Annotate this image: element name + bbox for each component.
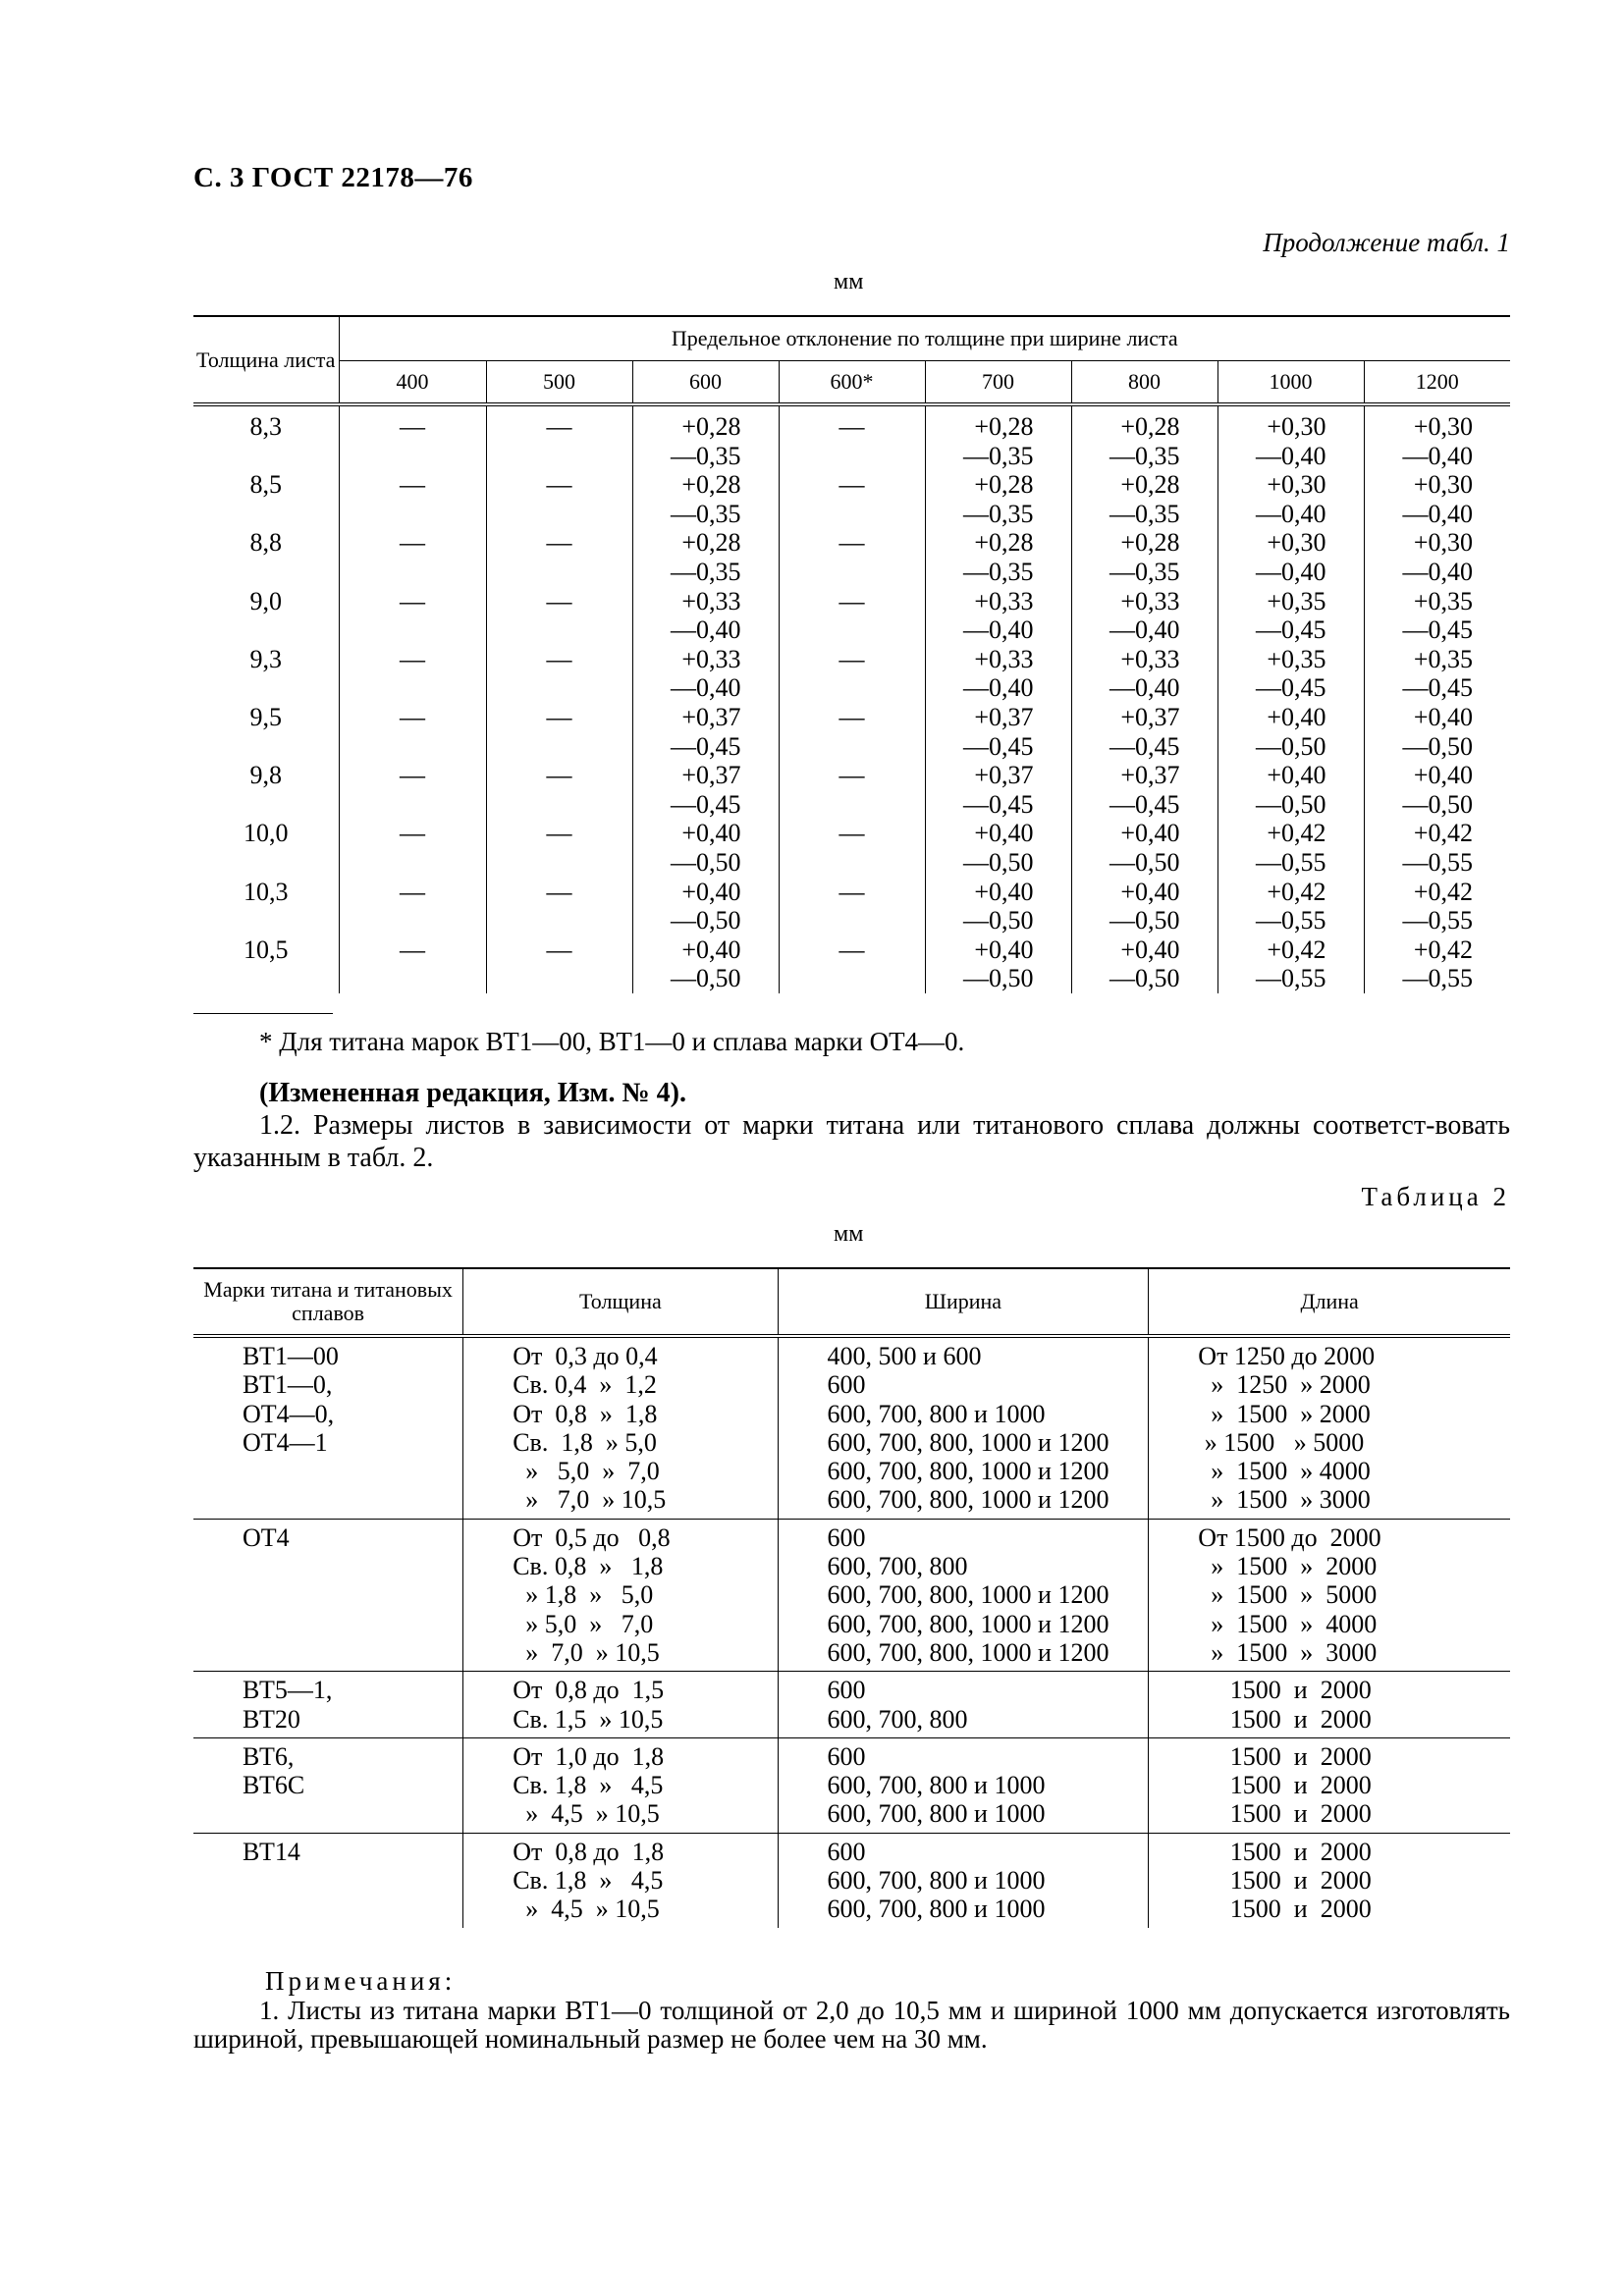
width-cell: 400, 500 и 600 600 600, 700, 800 и 1000 600, 700, 800, 1000 и 1200 600, 700, 800, 1000 и 1200 600, 700, 800, 1000 и 1200 — [778, 1336, 1149, 1519]
header-thickness2: Толщина — [463, 1268, 778, 1336]
continuation-label: Продолжение табл. 1 — [1263, 228, 1510, 257]
deviation-cell: +0,33 —0,40 — [925, 645, 1071, 703]
deviation-cell: — — [486, 645, 632, 703]
deviation-cell: +0,28 —0,35 — [632, 528, 779, 586]
length-cell: 1500 и 2000 1500 и 2000 1500 и 2000 — [1149, 1833, 1510, 1927]
length-cell: 1500 и 2000 1500 и 2000 — [1149, 1672, 1510, 1738]
table-row — [193, 587, 1510, 645]
table-row — [193, 470, 1510, 528]
deviation-cell: +0,30 —0,40 — [1364, 528, 1510, 586]
deviation-cell: +0,42 —0,55 — [1217, 819, 1364, 877]
table-row — [193, 761, 1510, 819]
table-row — [193, 703, 1510, 761]
deviation-cell: +0,40 —0,50 — [1217, 761, 1364, 819]
grade-cell: ВТ1—00 ВТ1—0, ОТ4—0, ОТ4—1 — [243, 1342, 339, 1457]
deviation-cell: — — [779, 703, 925, 761]
table-row — [193, 1672, 1510, 1738]
thickness-cell: 9,5 — [249, 702, 282, 731]
deviation-cell: +0,33 —0,40 — [632, 645, 779, 703]
length-cell: 1500 и 2000 1500 и 2000 1500 и 2000 — [1149, 1737, 1510, 1833]
deviation-cell: — — [779, 470, 925, 528]
table1 — [193, 315, 1510, 993]
header-width-0: 400 — [339, 361, 486, 405]
table-row — [193, 935, 1510, 993]
header-width-7: 1200 — [1364, 361, 1510, 405]
deviation-cell: +0,28 —0,35 — [632, 404, 779, 470]
header-width-6: 1000 — [1217, 361, 1364, 405]
deviation-cell: — — [779, 404, 925, 470]
deviation-cell: — — [486, 935, 632, 993]
deviation-cell: +0,40 —0,50 — [1071, 935, 1217, 993]
header-width-5: 800 — [1071, 361, 1217, 405]
deviation-cell: — — [486, 761, 632, 819]
deviation-cell: +0,37 —0,45 — [1071, 703, 1217, 761]
width-cell: 600 600, 700, 800 — [778, 1672, 1149, 1738]
grade-cell: ВТ5—1, ВТ20 — [193, 1672, 463, 1738]
header-deviation-group: Предельное отклонение по толщине при ширине листа — [339, 316, 1510, 361]
deviation-cell: +0,40 —0,50 — [632, 935, 779, 993]
header-thickness: Толщина листа — [193, 316, 339, 404]
deviation-cell: +0,42 —0,55 — [1217, 878, 1364, 935]
deviation-cell: +0,37 —0,45 — [925, 703, 1071, 761]
note-1: 1. Листы из титана марки ВТ1—0 толщиной от 2,0 до 10,5 мм и шириной 1000 мм допускается изготовлять шириной, превышающей номинальный размер не более чем на 30 мм. — [193, 1996, 1510, 2054]
thickness-cell: От 0,8 до 1,5 Св. 1,5 » 10,5 — [463, 1672, 778, 1738]
deviation-cell: — — [339, 935, 486, 993]
length-cell: От 1250 до 2000 » 1250 » 2000 » 1500 » 2000 » 1500 » 5000 » 1500 » 4000 » 1500 » 3000 — [1149, 1336, 1510, 1519]
grade-cell: ОТ4 — [193, 1519, 463, 1671]
deviation-cell: +0,35 —0,45 — [1217, 645, 1364, 703]
deviation-cell: +0,33 —0,40 — [1071, 587, 1217, 645]
deviation-cell: +0,40 —0,50 — [925, 878, 1071, 935]
deviation-cell: — — [339, 404, 486, 470]
thickness-cell: 9,3 — [249, 644, 282, 673]
deviation-cell: +0,40 —0,50 — [1364, 703, 1510, 761]
thickness-cell: От 1,0 до 1,8 Св. 1,8 » 4,5 » 4,5 » 10,5 — [463, 1737, 778, 1833]
deviation-cell: +0,28 —0,35 — [1071, 528, 1217, 586]
thickness-cell: 9,0 — [249, 586, 282, 615]
thickness-cell: 9,8 — [249, 761, 282, 790]
deviation-cell: +0,35 —0,45 — [1364, 587, 1510, 645]
deviation-cell: +0,33 —0,40 — [632, 587, 779, 645]
deviation-cell: — — [339, 645, 486, 703]
deviation-cell: +0,40 —0,50 — [1217, 703, 1364, 761]
thickness-cell: 8,5 — [249, 470, 282, 500]
deviation-cell: — — [339, 878, 486, 935]
table-row — [193, 819, 1510, 877]
deviation-cell: +0,37 —0,45 — [632, 761, 779, 819]
deviation-cell: +0,42 —0,55 — [1364, 878, 1510, 935]
table-row — [193, 1336, 1510, 1519]
deviation-cell: +0,37 —0,45 — [632, 703, 779, 761]
footnote-rule — [193, 1013, 333, 1014]
deviation-cell: +0,40 —0,50 — [925, 935, 1071, 993]
thickness-cell: 10,0 — [243, 819, 289, 848]
deviation-cell: +0,30 —0,40 — [1364, 404, 1510, 470]
table-row — [193, 645, 1510, 703]
thickness-cell: 8,8 — [249, 528, 282, 558]
table2-unit: мм — [834, 1221, 864, 1247]
footnote: * Для титана марок ВТ1—00, ВТ1—0 и сплава марки ОТ4—0. — [259, 1027, 965, 1056]
grade-cell: ВТ14 — [193, 1833, 463, 1927]
deviation-cell: — — [339, 761, 486, 819]
deviation-cell: — — [486, 703, 632, 761]
deviation-cell: — — [339, 587, 486, 645]
deviation-cell: +0,42 —0,55 — [1364, 935, 1510, 993]
header-width-3: 600* — [779, 361, 925, 405]
deviation-cell: +0,33 —0,40 — [925, 587, 1071, 645]
deviation-cell: +0,30 —0,40 — [1364, 470, 1510, 528]
deviation-cell: — — [486, 819, 632, 877]
thickness-cell: От 0,5 до 0,8 Св. 0,8 » 1,8 » 1,8 » 5,0 » 5,0 » 7,0 » 7,0 » 10,5 — [463, 1519, 778, 1671]
deviation-cell: +0,40 —0,50 — [1071, 819, 1217, 877]
width-cell: 600 600, 700, 800 и 1000 600, 700, 800 и 1000 — [778, 1737, 1149, 1833]
deviation-cell: — — [779, 819, 925, 877]
length-cell: От 1500 до 2000 » 1500 » 2000 » 1500 » 5000 » 1500 » 4000 » 1500 » 3000 — [1149, 1519, 1510, 1671]
deviation-cell: +0,37 —0,45 — [925, 761, 1071, 819]
deviation-cell: — — [486, 587, 632, 645]
table-row — [193, 878, 1510, 935]
table-row — [193, 1519, 1510, 1671]
paragraph-1-2: 1.2. Размеры листов в зависимости от марки титана или титанового сплава должны соответст-вовать указанным в табл. 2. — [193, 1110, 1510, 1173]
deviation-cell: — — [779, 761, 925, 819]
deviation-cell: — — [339, 470, 486, 528]
deviation-cell: +0,30 —0,40 — [1217, 470, 1364, 528]
deviation-cell: +0,40 —0,50 — [632, 819, 779, 877]
deviation-cell: +0,40 —0,50 — [925, 819, 1071, 877]
deviation-cell: +0,28 —0,35 — [925, 470, 1071, 528]
deviation-cell: — — [779, 587, 925, 645]
deviation-cell: — — [779, 878, 925, 935]
deviation-cell: +0,37 —0,45 — [1071, 761, 1217, 819]
table2 — [193, 1267, 1510, 1928]
deviation-cell: +0,40 —0,50 — [1071, 878, 1217, 935]
table-row — [193, 1737, 1510, 1833]
table-row — [193, 1833, 1510, 1927]
deviation-cell: +0,28 —0,35 — [1071, 470, 1217, 528]
deviation-cell: +0,28 —0,35 — [632, 470, 779, 528]
deviation-cell: +0,28 —0,35 — [1071, 404, 1217, 470]
width-cell: 600 600, 700, 800 и 1000 600, 700, 800 и 1000 — [778, 1833, 1149, 1927]
page-header: С. 3 ГОСТ 22178—76 — [193, 162, 473, 193]
table1-unit: мм — [834, 269, 864, 294]
deviation-cell: +0,30 —0,40 — [1217, 528, 1364, 586]
deviation-cell: +0,42 —0,55 — [1217, 935, 1364, 993]
deviation-cell: — — [779, 935, 925, 993]
thickness-cell: 10,5 — [243, 934, 289, 964]
table-row — [193, 404, 1510, 470]
deviation-cell: +0,30 —0,40 — [1217, 404, 1364, 470]
thickness-cell: От 0,8 до 1,8 Св. 1,8 » 4,5 » 4,5 » 10,5 — [463, 1833, 778, 1927]
deviation-cell: +0,28 —0,35 — [925, 404, 1071, 470]
deviation-cell: +0,40 —0,50 — [1364, 761, 1510, 819]
deviation-cell: +0,28 —0,35 — [925, 528, 1071, 586]
deviation-cell: — — [339, 819, 486, 877]
header-width-1: 500 — [486, 361, 632, 405]
deviation-cell: +0,42 —0,55 — [1364, 819, 1510, 877]
grade-cell: ВТ6, ВТ6С — [193, 1737, 463, 1833]
header-width-4: 700 — [925, 361, 1071, 405]
table2-label: Таблица 2 — [1361, 1182, 1510, 1211]
deviation-cell: — — [486, 404, 632, 470]
deviation-cell: +0,33 —0,40 — [1071, 645, 1217, 703]
thickness-cell: 10,3 — [243, 877, 289, 906]
deviation-cell: — — [486, 528, 632, 586]
width-cell: 600 600, 700, 800 600, 700, 800, 1000 и 1200 600, 700, 800, 1000 и 1200 600, 700, 800, 1000 и 1200 — [778, 1519, 1149, 1671]
deviation-cell: — — [339, 703, 486, 761]
notes-title: Примечания: — [265, 1966, 457, 1996]
header-grade: Марки титана и титановых сплавов — [193, 1268, 463, 1336]
edit-note: (Измененная редакция, Изм. № 4). — [259, 1078, 686, 1108]
header-width: Ширина — [778, 1268, 1149, 1336]
deviation-cell: — — [339, 528, 486, 586]
thickness-cell: От 0,3 до 0,4 Св. 0,4 » 1,2 От 0,8 » 1,8 Св. 1,8 » 5,0 » 5,0 » 7,0 » 7,0 » 10,5 — [463, 1336, 778, 1519]
deviation-cell: — — [779, 528, 925, 586]
deviation-cell: +0,35 —0,45 — [1217, 587, 1364, 645]
deviation-cell: +0,35 —0,45 — [1364, 645, 1510, 703]
header-length: Длина — [1149, 1268, 1510, 1336]
deviation-cell: — — [486, 470, 632, 528]
deviation-cell: — — [779, 645, 925, 703]
header-width-2: 600 — [632, 361, 779, 405]
deviation-cell: +0,40 —0,50 — [632, 878, 779, 935]
thickness-cell: 8,3 — [249, 412, 282, 441]
deviation-cell: — — [486, 878, 632, 935]
table-row — [193, 528, 1510, 586]
